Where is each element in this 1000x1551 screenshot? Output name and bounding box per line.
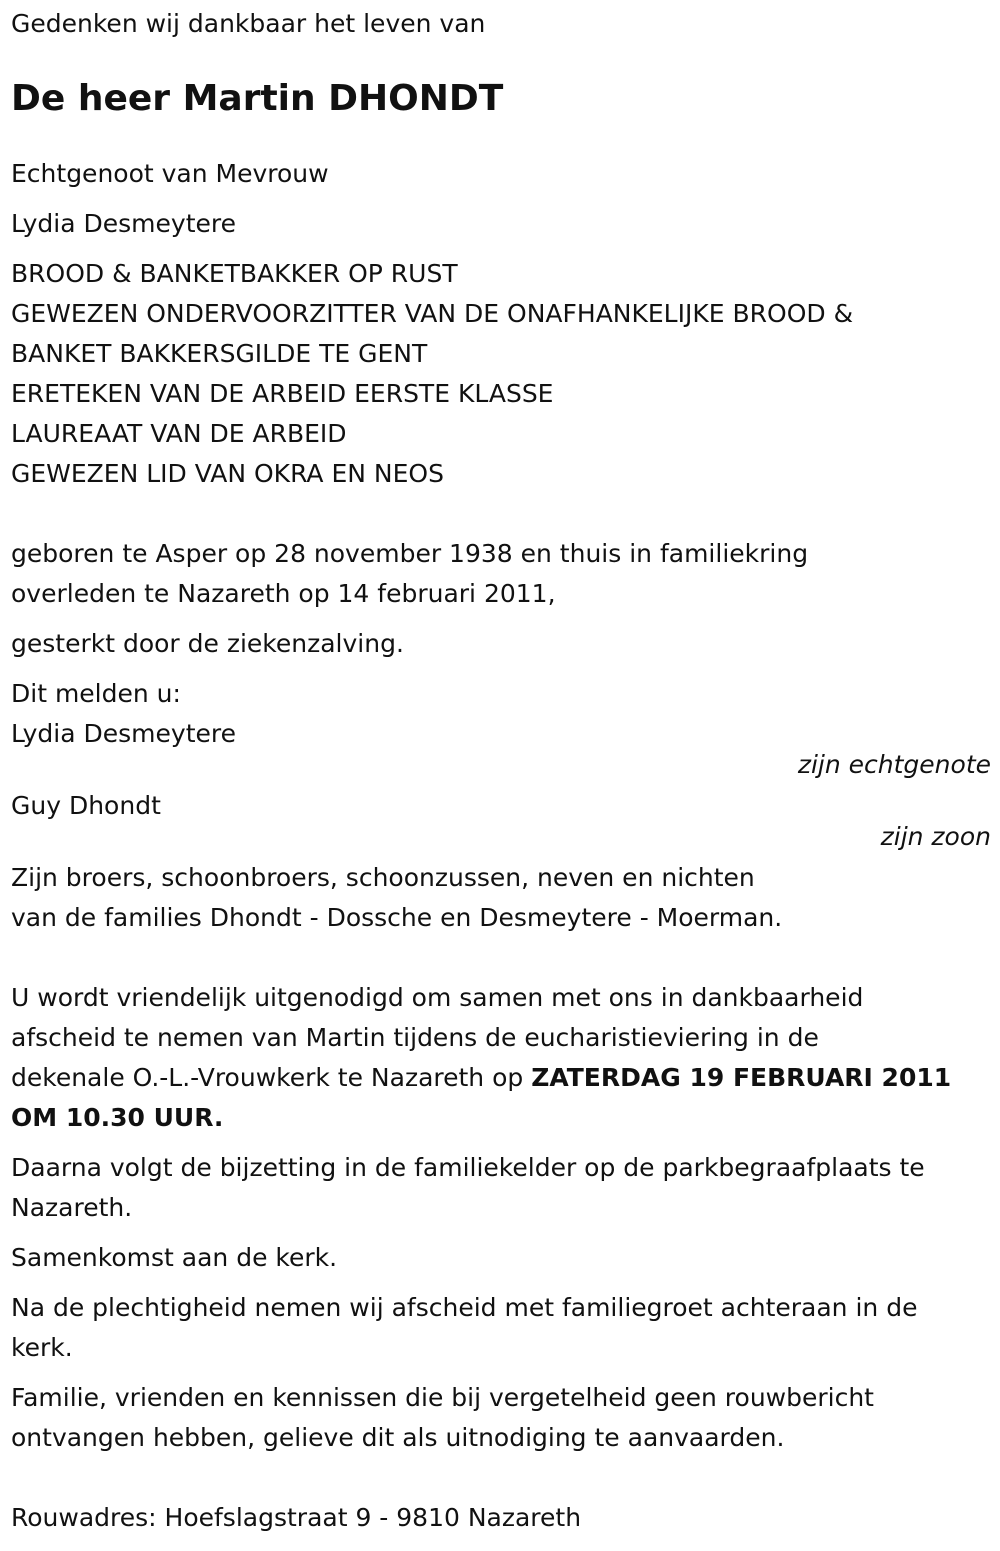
death-line: overleden te Nazareth op 14 februari 2011, <box>11 579 556 608</box>
gathering-text: Samenkomst aan de kerk. <box>11 1243 338 1272</box>
announcer-role: zijn echtgenote <box>797 750 991 779</box>
announcer-name: Guy Dhondt <box>11 791 161 820</box>
sacrament-line: gesterkt door de ziekenzalving. <box>11 629 404 658</box>
family-line-1: Zijn broers, schoonbroers, schoonzussen, neven en nichten <box>11 863 755 892</box>
titles-list <box>11 254 991 494</box>
farewell-line-2: kerk. <box>11 1333 73 1362</box>
invitation-line-2: afscheid te nemen van Martin tijdens de eucharistieviering in de <box>11 1023 819 1052</box>
invitation-line-3 <box>11 1058 991 1098</box>
note-line-2: ontvangen hebben, gelieve dit als uitnodiging te aanvaarden. <box>11 1423 785 1452</box>
title-item: BROOD & BANKETBAKKER OP RUST <box>11 259 458 288</box>
farewell-line-1: Na de plechtigheid nemen wij afscheid met familiegroet achteraan in de <box>11 1293 918 1322</box>
title-item: GEWEZEN ONDERVOORZITTER VAN DE ONAFHANKELIJKE BROOD & <box>11 299 854 328</box>
spouse-line-1: Echtgenoot van Mevrouw <box>11 159 329 188</box>
title-item: LAUREAAT VAN DE ARBEID <box>11 419 347 448</box>
deceased-name: De heer Martin DHONDT <box>11 78 504 119</box>
mourning-address: Rouwadres: Hoefslagstraat 9 - 9810 Nazareth <box>11 1503 582 1532</box>
burial-line-1: Daarna volgt de bijzetting in de familiekelder op de parkbegraafplaats te <box>11 1153 925 1182</box>
title-item: GEWEZEN LID VAN OKRA EN NEOS <box>11 459 444 488</box>
service-date: ZATERDAG 19 FEBRUARI 2011 <box>531 1063 952 1092</box>
obituary-document <box>11 4 991 1538</box>
birth-line: geboren te Asper op 28 november 1938 en thuis in familiekring <box>11 539 809 568</box>
announcer-name: Lydia Desmeytere <box>11 719 236 748</box>
burial-line-2: Nazareth. <box>11 1193 133 1222</box>
announcer-role: zijn zoon <box>880 822 991 851</box>
announcers-intro: Dit melden u: <box>11 679 181 708</box>
title-item: ERETEKEN VAN DE ARBEID EERSTE KLASSE <box>11 379 554 408</box>
spouse-line-2: Lydia Desmeytere <box>11 209 236 238</box>
note-line-1: Familie, vrienden en kennissen die bij vergetelheid geen rouwbericht <box>11 1383 874 1412</box>
title-item: BANKET BAKKERSGILDE TE GENT <box>11 339 428 368</box>
intro-text: Gedenken wij dankbaar het leven van <box>11 9 486 38</box>
family-line-2: van de families Dhondt - Dossche en Desmeytere - Moerman. <box>11 903 783 932</box>
invitation-line-3-text: dekenale O.-L.-Vrouwkerk te Nazareth op <box>11 1063 532 1092</box>
service-time: OM 10.30 UUR. <box>11 1103 224 1132</box>
invitation-line-1: U wordt vriendelijk uitgenodigd om samen met ons in dankbaarheid <box>11 983 864 1012</box>
